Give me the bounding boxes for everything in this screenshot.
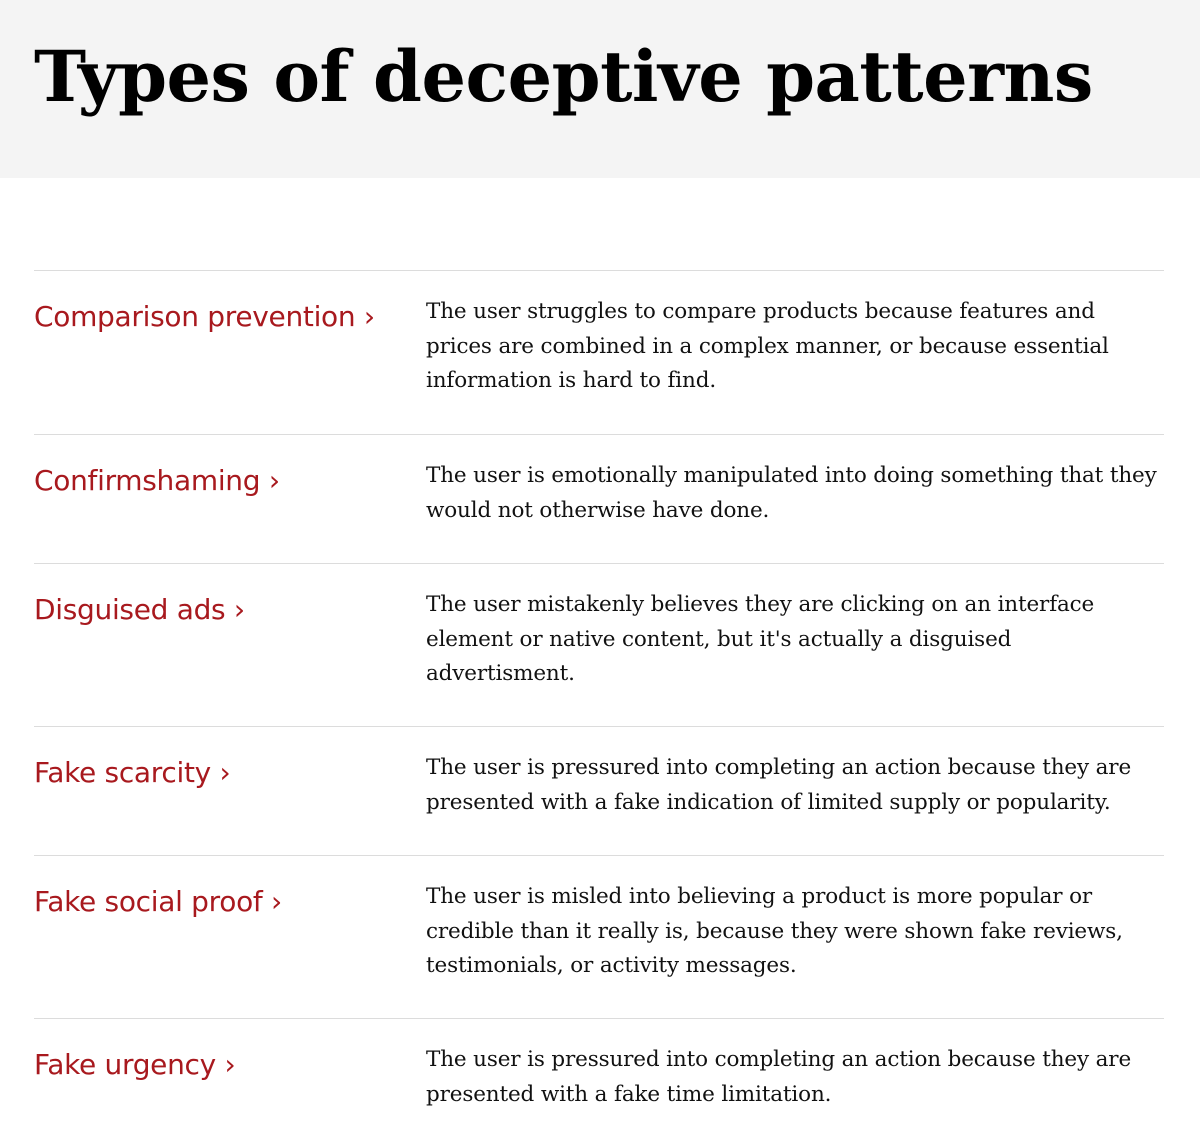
pattern-description: The user is emotionally manipulated into doing something that they would not otherwise have done. <box>426 463 1157 523</box>
pattern-link-disguised-ads[interactable]: Disguised ads › <box>34 593 245 626</box>
list-item-fake-scarcity <box>34 727 1164 856</box>
pattern-description: The user is pressured into completing an action because they are presented with a fake time limitation. <box>426 1047 1132 1107</box>
pattern-link-fake-urgency[interactable]: Fake urgency › <box>34 1048 236 1081</box>
pattern-description: The user struggles to compare products because features and prices are combined in a complex manner, or because essential information is hard to find. <box>426 299 1109 393</box>
list-item-fake-urgency <box>34 1019 1164 1133</box>
pattern-description: The user is misled into believing a product is more popular or credible than it really is, because they were shown fake reviews, testimonials, or activity messages. <box>426 884 1123 978</box>
pattern-link-fake-scarcity[interactable]: Fake scarcity › <box>34 756 231 789</box>
page-header <box>0 0 1200 178</box>
pattern-link-comparison-prevention[interactable]: Comparison prevention › <box>34 300 375 333</box>
page-title: Types of deceptive patterns <box>34 35 1093 118</box>
pattern-description: The user is pressured into completing an action because they are presented with a fake indication of limited supply or popularity. <box>426 755 1132 815</box>
list-item-fake-social-proof <box>34 856 1164 1019</box>
pattern-list <box>34 270 1164 1133</box>
list-item-confirmshaming <box>34 435 1164 564</box>
pattern-link-fake-social-proof[interactable]: Fake social proof › <box>34 885 282 918</box>
list-item-disguised-ads <box>34 564 1164 727</box>
pattern-link-confirmshaming[interactable]: Confirmshaming › <box>34 464 280 497</box>
pattern-description: The user mistakenly believes they are clicking on an interface element or native content, but it's actually a disguised advertisment. <box>426 592 1095 686</box>
list-item-comparison-prevention <box>34 271 1164 435</box>
